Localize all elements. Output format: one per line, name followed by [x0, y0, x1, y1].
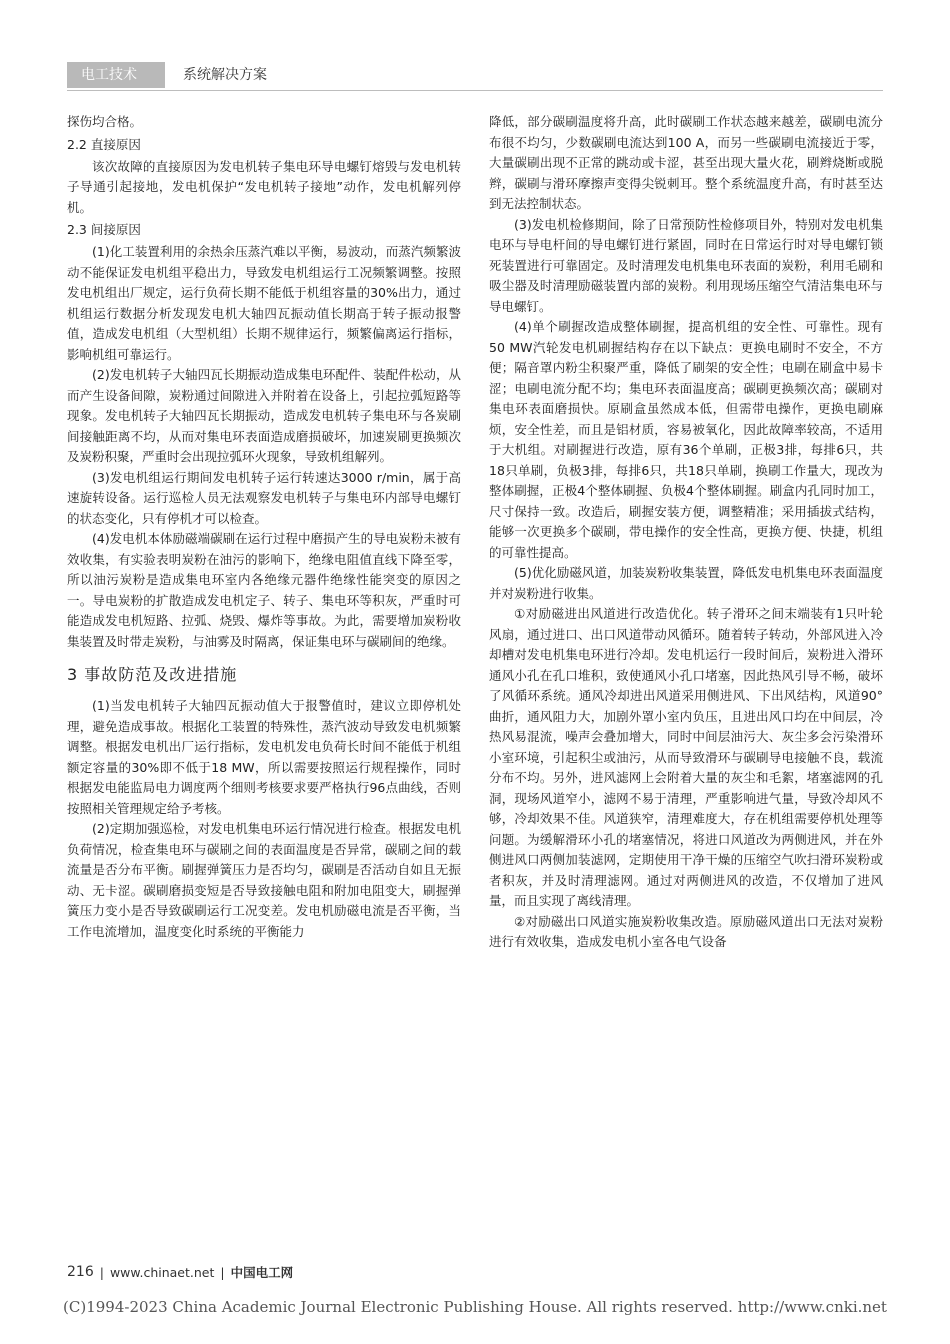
section-name: 系统解决方案: [183, 67, 267, 83]
left-column: [67, 112, 461, 942]
paragraph: ①对励磁进出风道进行改造优化。转子滑环之间末端装有1只叶轮风扇，通过进口、出口风道带动风循环。随着转子转动，外部风进入冷却槽对发电机集电环进行冷却。发电机运行一段时间后，炭粉进入滑环通风小孔在孔口堆积，致使通风小孔口堵塞，因此热风引导不畅，破坏了风循环系统。通风冷却进出风道采用侧进风、下出风结构，风道90°曲折，通风阻力大，加剧外罩小室内负压，且进出风口均在中间层，冷热风易混流，噪声会叠加增大，同时中间层油污大、灰尘多会污染滑环小室环境，引起积尘或油污，从而导致滑环与碳刷导电接触不良，载流分布不均。另外，进风滤网上会附着大量的灰尘和毛絮，堵塞滤网的孔洞，现场风道窄小，滤网不易于清理，严重影响进气量，导致冷却风不够，冷却效果不佳。风道狭窄，清理难度大，存在机组需要停机处理等问题。为缓解滑环小孔的堵塞情况，将进口风道改为两侧进风，并在外侧进风口两侧加装滤网，定期使用干净干燥的压缩空气吹扫滑环炭粉或者积灰，并及时清理滤网。通过对两侧进风的改造，不仅增加了进风量，而且实现了离线清理。: [489, 606, 883, 908]
section-heading: 2.2 直接原因: [67, 136, 141, 152]
copyright-notice: (C)1994-2023 China Academic Journal Electronic Publishing House. All rights reserved. http://www.cnki.net: [63, 1298, 887, 1316]
page-number: 216: [67, 1264, 94, 1280]
paragraph: 探伤均合格。: [67, 114, 143, 129]
footer-separator: |: [220, 1264, 225, 1280]
page-header: [67, 62, 267, 88]
paragraph: (3)发电机检修期间，除了日常预防性检修项目外，特别对发电机集电环与导电杆间的导电螺钉进行紧固，同时在日常运行时对导电螺钉锁死装置进行可靠固定。及时清理发电机集电环表面的炭粉，利用毛刷和吸尘器及时清理励磁装置内部的炭粉。利用现场压缩空气清洁集电环与导电螺钉。: [489, 216, 883, 314]
paragraph: (1)化工装置利用的余热余压蒸汽难以平衡，易波动，而蒸汽频繁波动不能保证发电机组平稳出力，导致发电机组运行工况频繁调整。按照发电机组出厂规定，运行负荷长期不能低于机组容量的30%出力，通过机组运行数据分析发现发电机大轴四瓦振动值长期高于转子振动报警值，造成发电机组（大型机组）长期不规律运行，频繁偏离运行指标，影响机组可靠运行。: [67, 244, 461, 362]
right-column: [489, 112, 883, 953]
paragraph: ②对励磁出口风道实施炭粉收集改造。原励磁风道出口无法对炭粉进行有效收集，造成发电机小室各电气设备: [489, 913, 883, 949]
section-heading: 3 事故防范及改进措施: [67, 665, 238, 684]
footer-separator: |: [99, 1264, 104, 1280]
paragraph: (2)发电机转子大轴四瓦长期振动造成集电环配件、装配件松动，从而产生设备间隙，炭粉通过间隙进入并附着在设备上，引起拉弧短路等现象。发电机转子大轴四瓦长期振动，造成发电机转子集电环与各炭刷间接触距离不均，从而对集电环表面造成磨损破坏，加速炭刷更换频次及炭粉积聚，严重时会出现拉弧环火现象，导致机组解列。: [67, 367, 461, 464]
paragraph: (2)定期加强巡检，对发电机集电环运行情况进行检查。根据发电机负荷情况，检查集电环与碳刷之间的表面温度是否异常，碳刷之间的载流量是否分布平衡。刷握弹簧压力是否均匀，碳刷是否活动自如且无振动、无卡涩。碳刷磨损变短是否导致接触电阻和附加电阻变大，刷握弹簧压力变小是否导致碳刷运行工况变差。发电机励磁电流是否平衡，当工作电流增加，温度变化时系统的平衡能力: [67, 821, 461, 939]
paragraph: (3)发电机组运行期间发电机转子运行转速达3000 r/min，属于高速旋转设备。运行巡检人员无法观察发电机转子与集电环内部导电螺钉的状态变化，只有停机才可以检查。: [67, 469, 461, 526]
section-heading: 2.3 间接原因: [67, 222, 141, 237]
footer-site[interactable]: www.chinaet.net: [109, 1264, 215, 1280]
paragraph: (1)当发电机转子大轴四瓦振动值大于报警值时，建议立即停机处理，避免造成事故。根据化工装置的特殊性，蒸汽波动导致发电机频繁调整。根据发电机出厂运行指标，发电机发电负荷长时间不能低于机组额定容量的30%即不低于18 MW，所以需要按照运行规程操作，同时根据发电能监局电力调度两个细则考核要求要严格执行96点曲线，否则按照相关管理规定给予考核。: [67, 698, 461, 816]
page-footer: [67, 1263, 293, 1281]
paragraph: (4)单个刷握改造成整体刷握，提高机组的安全性、可靠性。现有50 MW汽轮发电机刷握结构存在以下缺点：更换电刷时不安全，不方便；隔音罩内粉尘积聚严重，降低了刷架的安全性；电刷在刷盒中易卡涩；电刷电流分配不均；集电环表面温度高；碳刷更换频次高；碳刷对集电环表面磨损快。原刷盒虽然成本低，但需带电操作，更换电刷麻烦，安全性差，而且是铝材质，容易被氧化，因此故障率较高，不适用于大机组。对刷握进行改造，原有36个单刷，正极3排，每排6只，共18只单刷，负极3排，每排6只，共18只单刷，换刷工作量大，现改为整体刷握，正极4个整体刷握、负极4个整体刷握。刷盒内孔同时加工，尺寸保持一致。改造后，刷握安装方便，调整精准；采用插拔式结构，能够一次更换多个碳刷，带电操作的安全性高，更换方便、快捷，机组的可靠性提高。: [489, 319, 883, 560]
paragraph: 降低，部分碳刷温度将升高，此时碳刷工作状态越来越差，碳刷电流分布很不均匀，少数碳刷电流达到100 A，而另一些碳刷电流接近于零，大量碳刷出现不正常的跳动或卡涩，甚至出现大量火花，刷辫烧断或脱辫，碳刷与滑环摩擦声变得尖锐刺耳。整个系统温度升高，有时甚至达到无法控制状态。: [489, 114, 883, 211]
header-rule: [67, 90, 883, 91]
footer-brand: 中国电工网: [230, 1265, 294, 1280]
paragraph: 该次故障的直接原因为发电机转子集电环导电螺钉熔毁与发电机转子导通引起接地，发电机保护“发电机转子接地”动作，发电机解列停机。: [67, 158, 461, 215]
journal-name: 电工技术: [67, 62, 165, 88]
paragraph: (5)优化励磁风道，加装炭粉收集装置，降低发电机集电环表面温度并对炭粉进行收集。: [489, 565, 883, 601]
paragraph: (4)发电机本体励磁端碳刷在运行过程中磨损产生的导电炭粉未被有效收集，有实验表明炭粉在油污的影响下，绝缘电阻值直线下降至零，所以油污炭粉是造成集电环室内各绝缘元器件绝缘性能突变的原因之一。导电炭粉的扩散造成发电机定子、转子、集电环等积灰，严重时可能造成发电机短路、拉弧、烧毁、爆炸等事故。为此，需要增加炭粉收集装置及时带走炭粉，与油雾及时隔离，保证集电环与碳刷间的绝缘。: [67, 531, 461, 649]
